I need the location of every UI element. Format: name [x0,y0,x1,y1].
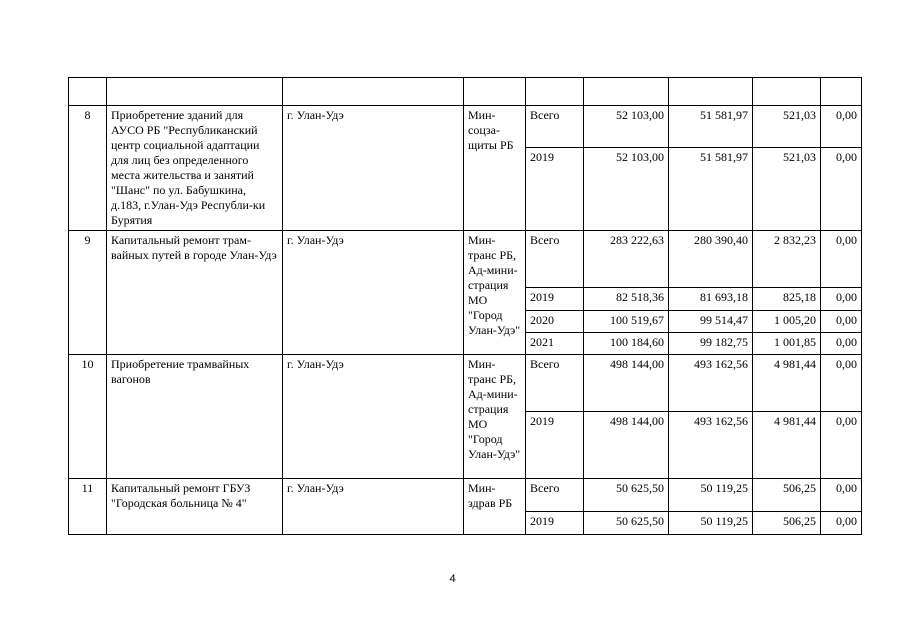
table-row [69,355,862,412]
regional-amount-cell: 2 832,23 [753,231,821,288]
header-cell [107,78,283,106]
regional-amount-cell: 825,18 [753,288,821,311]
federal-amount-cell: 493 162,56 [669,355,753,412]
header-cell [69,78,107,106]
other-amount-cell: 0,00 [821,231,862,288]
other-amount-cell: 0,00 [821,148,862,231]
year-cell: Всего [526,355,584,412]
total-amount-cell: 100 184,60 [584,333,669,355]
year-cell: 2021 [526,333,584,355]
object-name-cell: Приобретение зданий для АУСО РБ "Республиканский центр социальной адаптации для лиц без определенного места жительства и занятий "Шанс" по ул. Бабушкина, д.183, г.Улан-Удэ Республи-ки Бурятия [107,106,283,231]
object-name-cell: Капитальный ремонт трам-вайных путей в городе Улан-Удэ [107,231,283,355]
location-cell: г. Улан-Удэ [283,231,464,355]
header-cell [464,78,526,106]
other-amount-cell: 0,00 [821,106,862,148]
year-cell: Всего [526,106,584,148]
header-cell [753,78,821,106]
row-number-cell: 9 [69,231,107,355]
total-amount-cell: 52 103,00 [584,148,669,231]
other-amount-cell: 0,00 [821,333,862,355]
responsible-org-cell: Мин-транс РБ, Ад-мини-страция МО "Город Улан-Удэ" [464,231,526,355]
responsible-org-cell: Мин-транс РБ, Ад-мини-страция МО "Город Улан-Удэ" [464,355,526,479]
total-amount-cell: 82 518,36 [584,288,669,311]
federal-amount-cell: 50 119,25 [669,512,753,535]
row-number-cell: 11 [69,479,107,535]
table-header-row [69,78,862,106]
other-amount-cell: 0,00 [821,412,862,479]
federal-amount-cell: 99 182,75 [669,333,753,355]
year-cell: 2019 [526,288,584,311]
row-number-cell: 8 [69,106,107,231]
object-name-cell: Капитальный ремонт ГБУЗ "Городская больница № 4" [107,479,283,535]
responsible-org-cell: Мин-соцза-щиты РБ [464,106,526,231]
other-amount-cell: 0,00 [821,311,862,333]
year-cell: Всего [526,231,584,288]
header-cell [584,78,669,106]
total-amount-cell: 50 625,50 [584,479,669,512]
year-cell: Всего [526,479,584,512]
federal-amount-cell: 81 693,18 [669,288,753,311]
table-row [69,231,862,288]
regional-amount-cell: 1 005,20 [753,311,821,333]
location-cell: г. Улан-Удэ [283,355,464,479]
total-amount-cell: 52 103,00 [584,106,669,148]
year-cell: 2019 [526,148,584,231]
row-number-cell: 10 [69,355,107,479]
funding-table [68,77,862,535]
year-cell: 2020 [526,311,584,333]
federal-amount-cell: 99 514,47 [669,311,753,333]
location-cell: г. Улан-Удэ [283,479,464,535]
federal-amount-cell: 51 581,97 [669,106,753,148]
header-cell [526,78,584,106]
other-amount-cell: 0,00 [821,479,862,512]
federal-amount-cell: 493 162,56 [669,412,753,479]
total-amount-cell: 283 222,63 [584,231,669,288]
other-amount-cell: 0,00 [821,355,862,412]
other-amount-cell: 0,00 [821,512,862,535]
total-amount-cell: 100 519,67 [584,311,669,333]
table-row [69,106,862,148]
table-row [69,479,862,512]
regional-amount-cell: 506,25 [753,479,821,512]
object-name-cell: Приобретение трамвайных вагонов [107,355,283,479]
regional-amount-cell: 521,03 [753,148,821,231]
federal-amount-cell: 50 119,25 [669,479,753,512]
federal-amount-cell: 51 581,97 [669,148,753,231]
year-cell: 2019 [526,512,584,535]
regional-amount-cell: 521,03 [753,106,821,148]
other-amount-cell: 0,00 [821,288,862,311]
regional-amount-cell: 506,25 [753,512,821,535]
responsible-org-cell: Мин-здрав РБ [464,479,526,535]
total-amount-cell: 498 144,00 [584,355,669,412]
regional-amount-cell: 4 981,44 [753,355,821,412]
regional-amount-cell: 1 001,85 [753,333,821,355]
location-cell: г. Улан-Удэ [283,106,464,231]
total-amount-cell: 50 625,50 [584,512,669,535]
header-cell [669,78,753,106]
header-cell [283,78,464,106]
header-cell [821,78,862,106]
regional-amount-cell: 4 981,44 [753,412,821,479]
page-number: 4 [449,573,456,585]
year-cell: 2019 [526,412,584,479]
total-amount-cell: 498 144,00 [584,412,669,479]
federal-amount-cell: 280 390,40 [669,231,753,288]
